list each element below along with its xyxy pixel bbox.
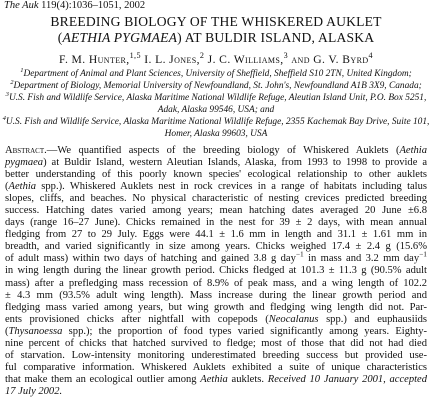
abstract-line: [5, 350, 427, 362]
abstract-text: success. Hatching dates varied among years; mean hatching dates averaged 20 June ±6.8: [5, 205, 427, 217]
author-and: and: [291, 53, 310, 66]
abstract-italic: Neocalanus: [268, 313, 319, 325]
abstract-text: auklets.: [227, 373, 268, 385]
journal-header: [4, 0, 145, 11]
title-paren: (: [57, 30, 63, 45]
abstract-line: [5, 145, 427, 157]
journal-citation: 119(4):1036–1051, 2002: [41, 0, 146, 11]
abstract-line: [5, 193, 427, 205]
author-list: [0, 53, 432, 66]
abstract-accepted-date: 17 July 2002.: [5, 385, 63, 397]
abstract-text: ful comparative information. Whiskered Auklets exhibited a suite of unique characteristics: [5, 361, 427, 373]
abstract-text: that make them an ecological outlier among: [5, 373, 201, 385]
affiliation-2: [0, 78, 432, 91]
abstract-line: [5, 374, 427, 386]
abstract-text: fledging from 27 to 29 July. Eggs were 44.1 ± 1.6 mm in length and 31.1 ± 1.61 mm in: [5, 229, 427, 241]
abstract-line: [5, 338, 427, 350]
abstract-line: [5, 205, 427, 217]
title-species: AETHIA PYGMAEA: [62, 30, 178, 45]
affiliation-3-mark: 3: [5, 90, 9, 98]
abstract-line: [5, 217, 427, 229]
author-williams-affil: 3: [283, 51, 289, 61]
abstract-text: of adult mass) within two days of hatching and gained 3.8 g day: [5, 253, 296, 265]
author-byrd-affil: 4: [368, 51, 373, 61]
abstract-line: [5, 181, 427, 193]
abstract-text: in mass and 3.2 mm day: [303, 253, 420, 265]
author-williams: J. C. Williams,: [207, 53, 284, 66]
abstract-heading: Abstract.: [5, 145, 47, 156]
affiliation-3-text: U.S. Fish and Wildlife Service, Alaska Maritime National Wildlife Refuge, Aleutian Island Unit, P.O. Box 5251,: [8, 93, 427, 103]
abstract-text: (: [5, 325, 9, 337]
abstract-received-date: Received 10 January 2001, accepted: [267, 373, 427, 385]
affiliation-3-cont: Adak, Alaska 99546, USA; and: [157, 105, 275, 115]
abstract-text: ) at Buldir Island, western Aleutian Islands, Alaska, from 1993 to 1998 to provide a: [43, 157, 427, 169]
abstract-superscript: −1: [295, 249, 304, 259]
author-hunter-affil: 1,5: [129, 51, 141, 61]
journal-name: The Auk: [4, 0, 39, 11]
abstract-text: spp.). Whiskered Auklets nest in rock crevices in a range of habitats including talus: [36, 181, 427, 193]
abstract-text: of starvation. Low-intensity monitoring underestimated breeding success but provided use-: [5, 349, 427, 361]
abstract-italic: Aethia: [8, 181, 37, 193]
abstract-italic: Thysanoessa: [8, 325, 63, 337]
abstract-italic: pygmaea: [5, 157, 44, 169]
title-location: ) AT BULDIR ISLAND, ALASKA: [177, 30, 375, 45]
abstract-text: —We quantified aspects of the breeding biology of Whiskered Auklets (: [46, 145, 400, 156]
abstract-line: [5, 157, 427, 169]
abstract-line: [5, 265, 427, 277]
abstract-text: days (range 16–27 June). Chicks remained in the nest for 39 ± 2 days, with mean annual: [5, 217, 427, 229]
abstract-italic: Aethia: [200, 373, 228, 385]
abstract-text: mass) after a prefledging mass recession of 8.9% of peak mass, and a wing length of 102.2: [5, 277, 427, 289]
author-hunter: F. M. Hunter,: [59, 53, 130, 66]
title-line-1: BREEDING BIOLOGY OF THE WHISKERED AUKLET: [50, 14, 382, 29]
author-jones: I. L. Jones,: [144, 53, 200, 66]
affiliation-1-mark: 1: [20, 66, 24, 74]
abstract-line: [5, 314, 427, 326]
abstract: [5, 145, 427, 398]
abstract-text: better understanding of this poorly known species' ecological relationship to other auklets: [5, 169, 427, 181]
abstract-text: nine percent of chicks that hatched survived to fledge; most of those that did not had died: [5, 337, 427, 349]
abstract-line: [5, 249, 427, 265]
affiliation-3: [0, 90, 432, 103]
affiliation-2-text: Department of Biology, Memorial University of Newfoundland, St. John's, Newfoundland A1B 3X9, Canada;: [13, 81, 422, 91]
abstract-italic: Aethia: [399, 145, 427, 156]
affiliation-2-mark: 2: [10, 78, 14, 86]
abstract-text: slopes, cliffs, and beaches. No physical characteristic of nesting crevices predicted breeding: [5, 193, 427, 205]
abstract-text: breadth, and varied significantly in size among years. Chicks weighed 17.4 ± 2.4 g (15.6%: [5, 241, 427, 253]
affiliation-4-text: U.S. Fish and Wildlife Service, Alaska Maritime National Wildlife Refuge, 2355 Kachemak Bay Drive, Suite 101,: [5, 117, 430, 127]
abstract-line: [5, 290, 427, 302]
author-jones-affil: 2: [199, 51, 205, 61]
affiliation-4-mark: 4: [2, 114, 6, 122]
abstract-superscript: −1: [419, 249, 427, 259]
affiliation-1: [0, 66, 432, 79]
abstract-line: [5, 278, 427, 290]
affiliation-4-cont: Homer, Alaska 99603, USA: [164, 129, 268, 139]
author-byrd: G. V. Byrd: [313, 53, 369, 66]
abstract-text: ents provisioned chicks after nightfall with copepods (: [5, 313, 269, 325]
abstract-line: [5, 241, 427, 253]
title-line-2: [0, 30, 432, 46]
abstract-line: [5, 302, 427, 314]
abstract-line: [5, 229, 427, 241]
abstract-text: in wing length during the linear growth period. Chicks fledged at 101.3 ± 11.3 g (90.5% adult: [5, 265, 427, 277]
abstract-text: fledging mass varied among years, but wing growth and fledging wing length did not. Par-: [5, 301, 427, 313]
abstract-line: [5, 362, 427, 374]
abstract-text: ± 4.3 mm (93.5% adult wing length). Mass increase during the linear growth period and: [5, 289, 427, 301]
abstract-text: spp.); the proportion of food types varied significantly among years. Eighty-: [62, 325, 427, 337]
abstract-line: [5, 326, 427, 338]
abstract-line: [5, 386, 427, 398]
abstract-text: (: [5, 181, 9, 193]
affiliation-1-text: Department of Animal and Plant Sciences, University of Sheffield, Sheffield S10 2TN, United Kingdom;: [23, 69, 412, 79]
abstract-text: spp.) and euphausiids: [318, 313, 427, 325]
affiliation-4: [0, 114, 432, 127]
abstract-line: [5, 169, 427, 181]
